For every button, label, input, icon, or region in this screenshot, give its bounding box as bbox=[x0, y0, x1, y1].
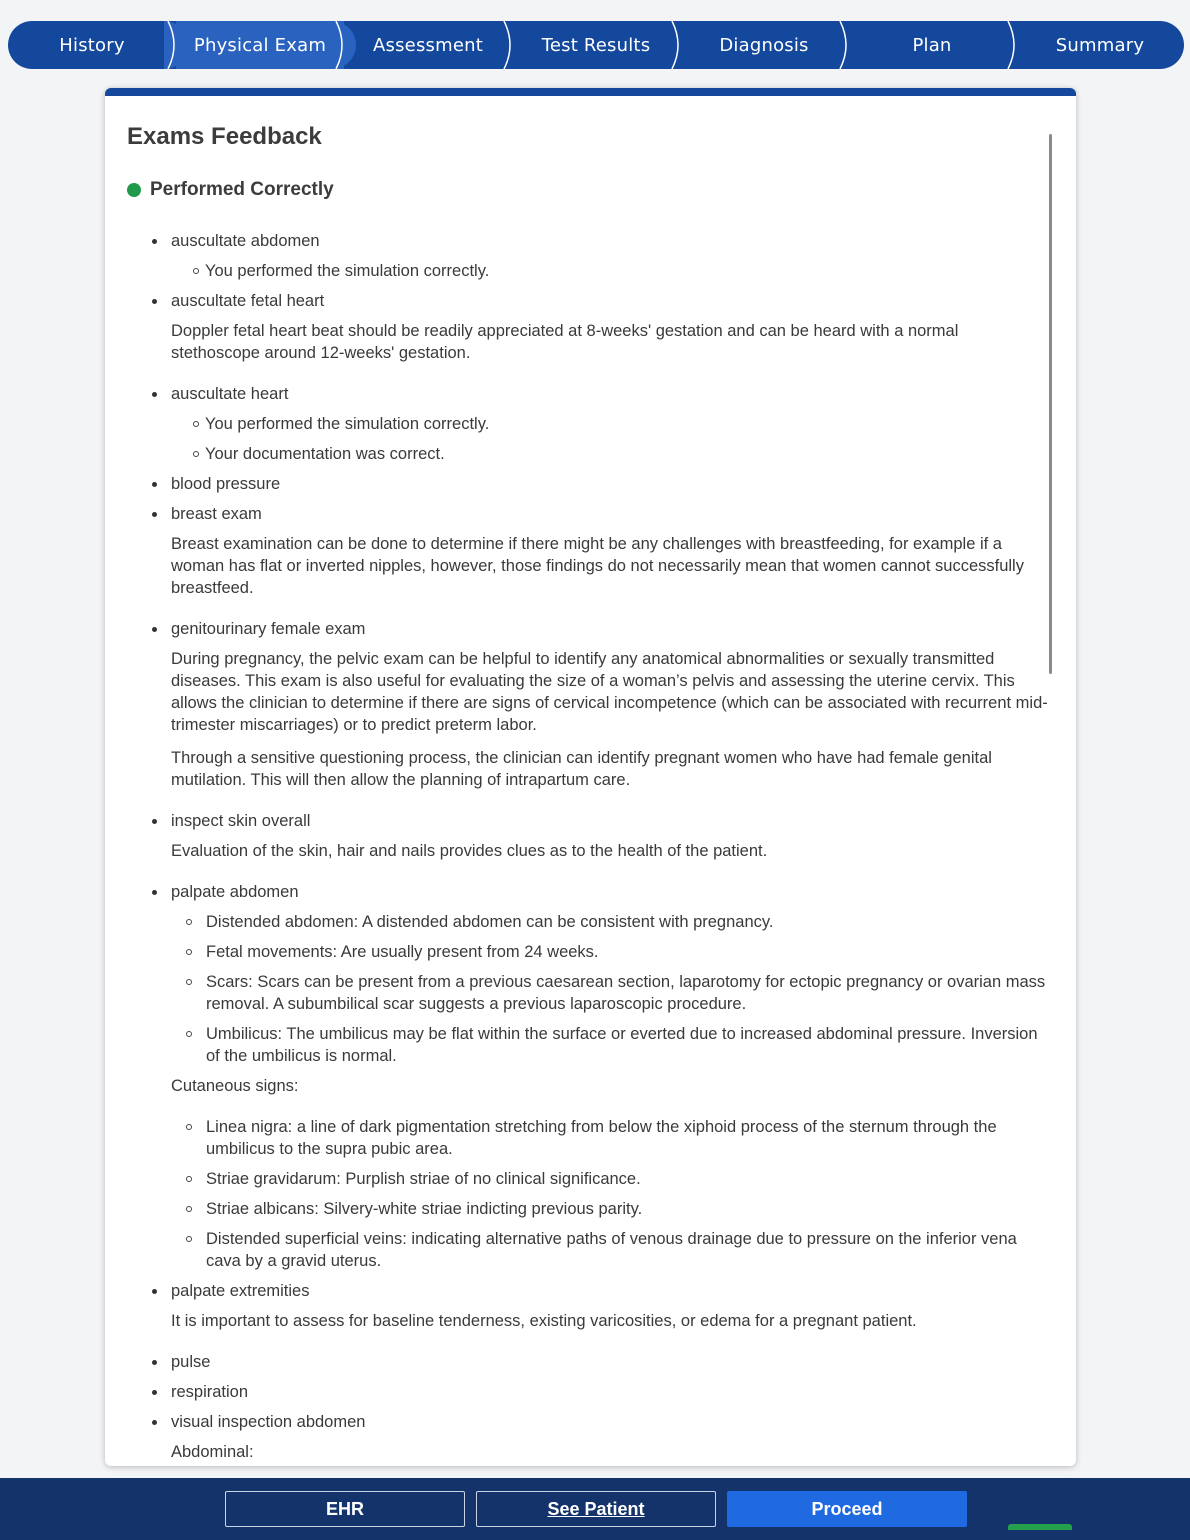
exam-note: Doppler fetal heart beat should be readily appreciated at 8-weeks' gestation and can be heard with a normal stethoscope around 12-weeks' gestation. bbox=[171, 322, 959, 362]
tab-label: History bbox=[59, 34, 125, 56]
tab-history[interactable] bbox=[8, 21, 176, 69]
tab-label: Physical Exam bbox=[193, 34, 327, 56]
exam-feedback: Striae gravidarum: Purplish striae of no clinical significance. bbox=[149, 1168, 1049, 1190]
exam-item: auscultate heart bbox=[149, 383, 1049, 405]
status-dot-icon bbox=[127, 183, 141, 197]
tab-label: Summary bbox=[1055, 34, 1145, 56]
status-indicator bbox=[1008, 1524, 1072, 1530]
scrollbar[interactable] bbox=[1049, 134, 1052, 674]
exam-feedback: Distended superficial veins: indicating alternative paths of venous drainage due to pressure on the inferior vena cava by a gravid uterus. bbox=[149, 1228, 1049, 1272]
exam-note: During pregnancy, the pelvic exam can be helpful to identify any anatomical abnormalities or sexually transmitted diseases. This exam is also useful for evaluating the size of a woman’s pelvis and assessing the uterine cervix. This allows the clinician to determine if there are signs of cervical incompetence (which can be associated with recurrent mid-trimester miscarriages) or to predict preterm labor. bbox=[171, 650, 1048, 734]
performed-correctly-heading bbox=[127, 179, 334, 201]
tab-label: Test Results bbox=[541, 34, 651, 56]
proceed-label: Proceed bbox=[811, 1498, 883, 1519]
section-label: Performed Correctly bbox=[150, 179, 334, 200]
tab-test-results[interactable] bbox=[512, 21, 680, 69]
exam-item: respiration bbox=[149, 1381, 1049, 1403]
tab-summary[interactable] bbox=[1016, 21, 1184, 69]
chevron-separator-icon bbox=[334, 21, 352, 69]
exam-list bbox=[149, 230, 1049, 1466]
exam-item: auscultate fetal heart bbox=[149, 290, 1049, 312]
exam-item: genitourinary female exam bbox=[149, 618, 1049, 640]
exam-feedback: You performed the simulation correctly. bbox=[149, 260, 1049, 282]
exam-feedback: Umbilicus: The umbilicus may be flat within the surface or everted due to increased abdominal pressure. Inversion of the umbilicus is normal. bbox=[149, 1023, 1049, 1067]
chevron-separator-icon bbox=[670, 21, 688, 69]
exam-note-label: Cutaneous signs: bbox=[171, 1077, 299, 1095]
tab-assessment[interactable] bbox=[344, 21, 512, 69]
tab-label: Assessment bbox=[373, 34, 483, 56]
exam-item: auscultate abdomen bbox=[149, 230, 1049, 252]
proceed-button[interactable] bbox=[727, 1491, 967, 1527]
exam-feedback: Fetal movements: Are usually present from 24 weeks. bbox=[149, 941, 1049, 963]
exam-note: Abdominal: bbox=[171, 1443, 254, 1461]
chevron-separator-icon bbox=[166, 21, 184, 69]
tab-label: Plan bbox=[912, 34, 952, 56]
exam-note: Breast examination can be done to determine if there might be any challenges with breastfeeding, for example if a woman has flat or inverted nipples, however, those findings do not necessarily mean that women cannot successfully breastfeed. bbox=[171, 535, 1024, 597]
exam-item: visual inspection abdomen bbox=[149, 1411, 1049, 1433]
card-title: Exams Feedback bbox=[127, 123, 322, 150]
exam-item: palpate abdomen bbox=[149, 881, 1049, 903]
step-navigation bbox=[8, 21, 1184, 69]
see-patient-label: See Patient bbox=[547, 1498, 645, 1519]
exam-item: breast exam bbox=[149, 503, 1049, 525]
bottom-action-bar bbox=[0, 1478, 1190, 1540]
exam-feedback: Linea nigra: a line of dark pigmentation stretching from below the xiphoid process of the sternum through the umbilicus to the supra pubic area. bbox=[149, 1116, 1049, 1160]
exam-note: Through a sensitive questioning process, the clinician can identify pregnant women who have had female genital mutilation. This will then allow the planning of intrapartum care. bbox=[171, 749, 992, 789]
exams-feedback-card bbox=[105, 88, 1076, 1466]
exam-feedback: Striae albicans: Silvery-white striae indicting previous parity. bbox=[149, 1198, 1049, 1220]
ehr-button-label: EHR bbox=[325, 1498, 364, 1519]
exam-feedback: You performed the simulation correctly. bbox=[149, 413, 1049, 435]
tab-plan[interactable] bbox=[848, 21, 1016, 69]
tab-label: Diagnosis bbox=[719, 34, 809, 56]
tab-physical-exam[interactable] bbox=[176, 21, 344, 69]
exam-note: Evaluation of the skin, hair and nails provides clues as to the health of the patient. bbox=[171, 842, 768, 860]
chevron-separator-icon bbox=[838, 21, 856, 69]
exam-note: It is important to assess for baseline tenderness, existing varicosities, or edema for a pregnant patient. bbox=[171, 1312, 917, 1330]
exam-feedback: Scars: Scars can be present from a previous caesarean section, laparotomy for ectopic pregnancy or ovarian mass removal. A subumbilical scar suggests a previous laparoscopic procedure. bbox=[149, 971, 1049, 1015]
exam-item: blood pressure bbox=[149, 473, 1049, 495]
see-patient-button[interactable] bbox=[476, 1491, 716, 1527]
exam-item: palpate extremities bbox=[149, 1280, 1049, 1302]
exam-item: inspect skin overall bbox=[149, 810, 1049, 832]
chevron-separator-icon bbox=[502, 21, 520, 69]
ehr-button[interactable] bbox=[225, 1491, 465, 1527]
chevron-separator-icon bbox=[1006, 21, 1024, 69]
exam-item: pulse bbox=[149, 1351, 1049, 1373]
exam-feedback: Distended abdomen: A distended abdomen can be consistent with pregnancy. bbox=[149, 911, 1049, 933]
tab-diagnosis[interactable] bbox=[680, 21, 848, 69]
exam-feedback: Your documentation was correct. bbox=[149, 443, 1049, 465]
